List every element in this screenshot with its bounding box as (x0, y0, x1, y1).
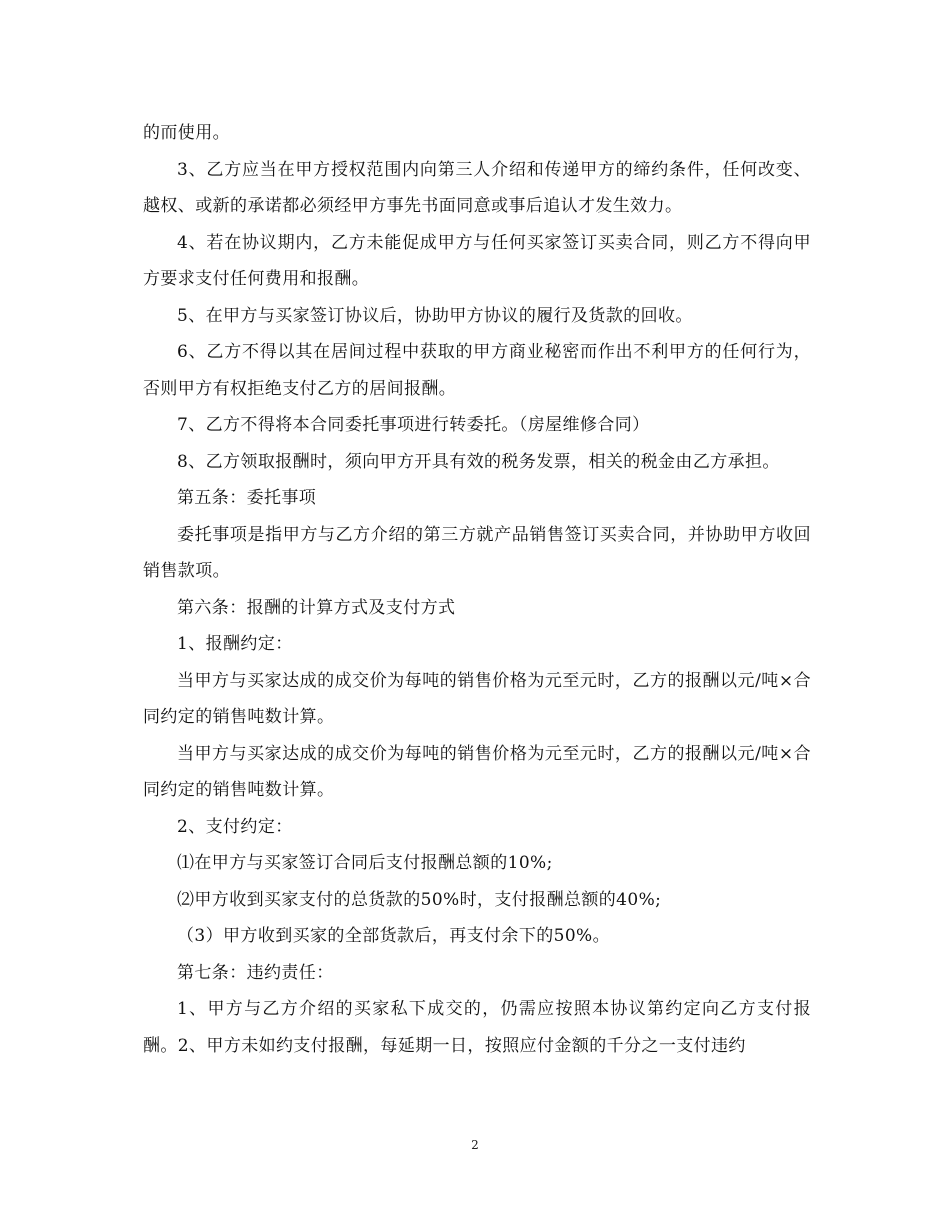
document-body (143, 115, 811, 1064)
paragraph-3: 5、在甲方与买家签订协议后，协助甲方协议的履行及货款的回收。 (177, 305, 693, 326)
paragraph-6: 8、乙方领取报酬时，须向甲方开具有效的税务发票，相关的税金由乙方承担。 (177, 451, 780, 472)
paragraph-16: （3）甲方收到买家的全部货款后，再支付余下的50%。 (177, 926, 610, 946)
paragraph-18: 1、甲方与乙方介绍的买家私下成交的，仍需应按照本协议第约定向乙方支付报酬。2、甲方未如约支付报酬，每延期一日，按照应付金额的千分之一支付违约 (143, 999, 811, 1056)
paragraph-13: 2、支付约定： (177, 816, 293, 837)
paragraph-5: 7、乙方不得将本合同委托事项进行转委托。（房屋维修合同） (177, 415, 650, 435)
paragraph-10: 1、报酬约定： (177, 634, 293, 654)
paragraph-15: ⑵甲方收到买家支付的总货款的50%时，支付报酬总额的40%; (177, 889, 662, 910)
paragraph-14: ⑴在甲方与买家签订合同后支付报酬总额的10%; (177, 853, 553, 873)
paragraph-0: 的而使用。 (143, 123, 230, 143)
page-number: 2 (471, 1138, 479, 1152)
paragraph-4: 6、乙方不得以其在居间过程中获取的甲方商业秘密而作出不利甲方的任何行为，否则甲方有权拒绝支付乙方的居间报酬。 (143, 342, 811, 399)
paragraph-11: 当甲方与买家达成的成交价为每吨的销售价格为元至元时，乙方的报酬以元/吨×合同约定的销售吨数计算。 (143, 670, 811, 727)
paragraph-12: 当甲方与买家达成的成交价为每吨的销售价格为元至元时，乙方的报酬以元/吨×合同约定的销售吨数计算。 (143, 743, 811, 800)
section-heading-7: 第七条：违约责任： (177, 962, 334, 983)
paragraph-2: 4、若在协议期内，乙方未能促成甲方与任何买家签订买卖合同，则乙方不得向甲方要求支付任何费用和报酬。 (143, 232, 811, 289)
section-heading-5: 第五条：委托事项 (177, 488, 317, 508)
paragraph-8: 委托事项是指甲方与乙方介绍的第三方就产品销售签订买卖合同，并协助甲方收回销售款项。 (143, 524, 811, 581)
section-heading-6: 第六条：报酬的计算方式及支付方式 (177, 597, 456, 618)
paragraph-1: 3、乙方应当在甲方授权范围内向第三人介绍和传递甲方的缔约条件，任何改变、越权、或新的承诺都必须经甲方事先书面同意或事后追认才发生效力。 (143, 159, 811, 216)
